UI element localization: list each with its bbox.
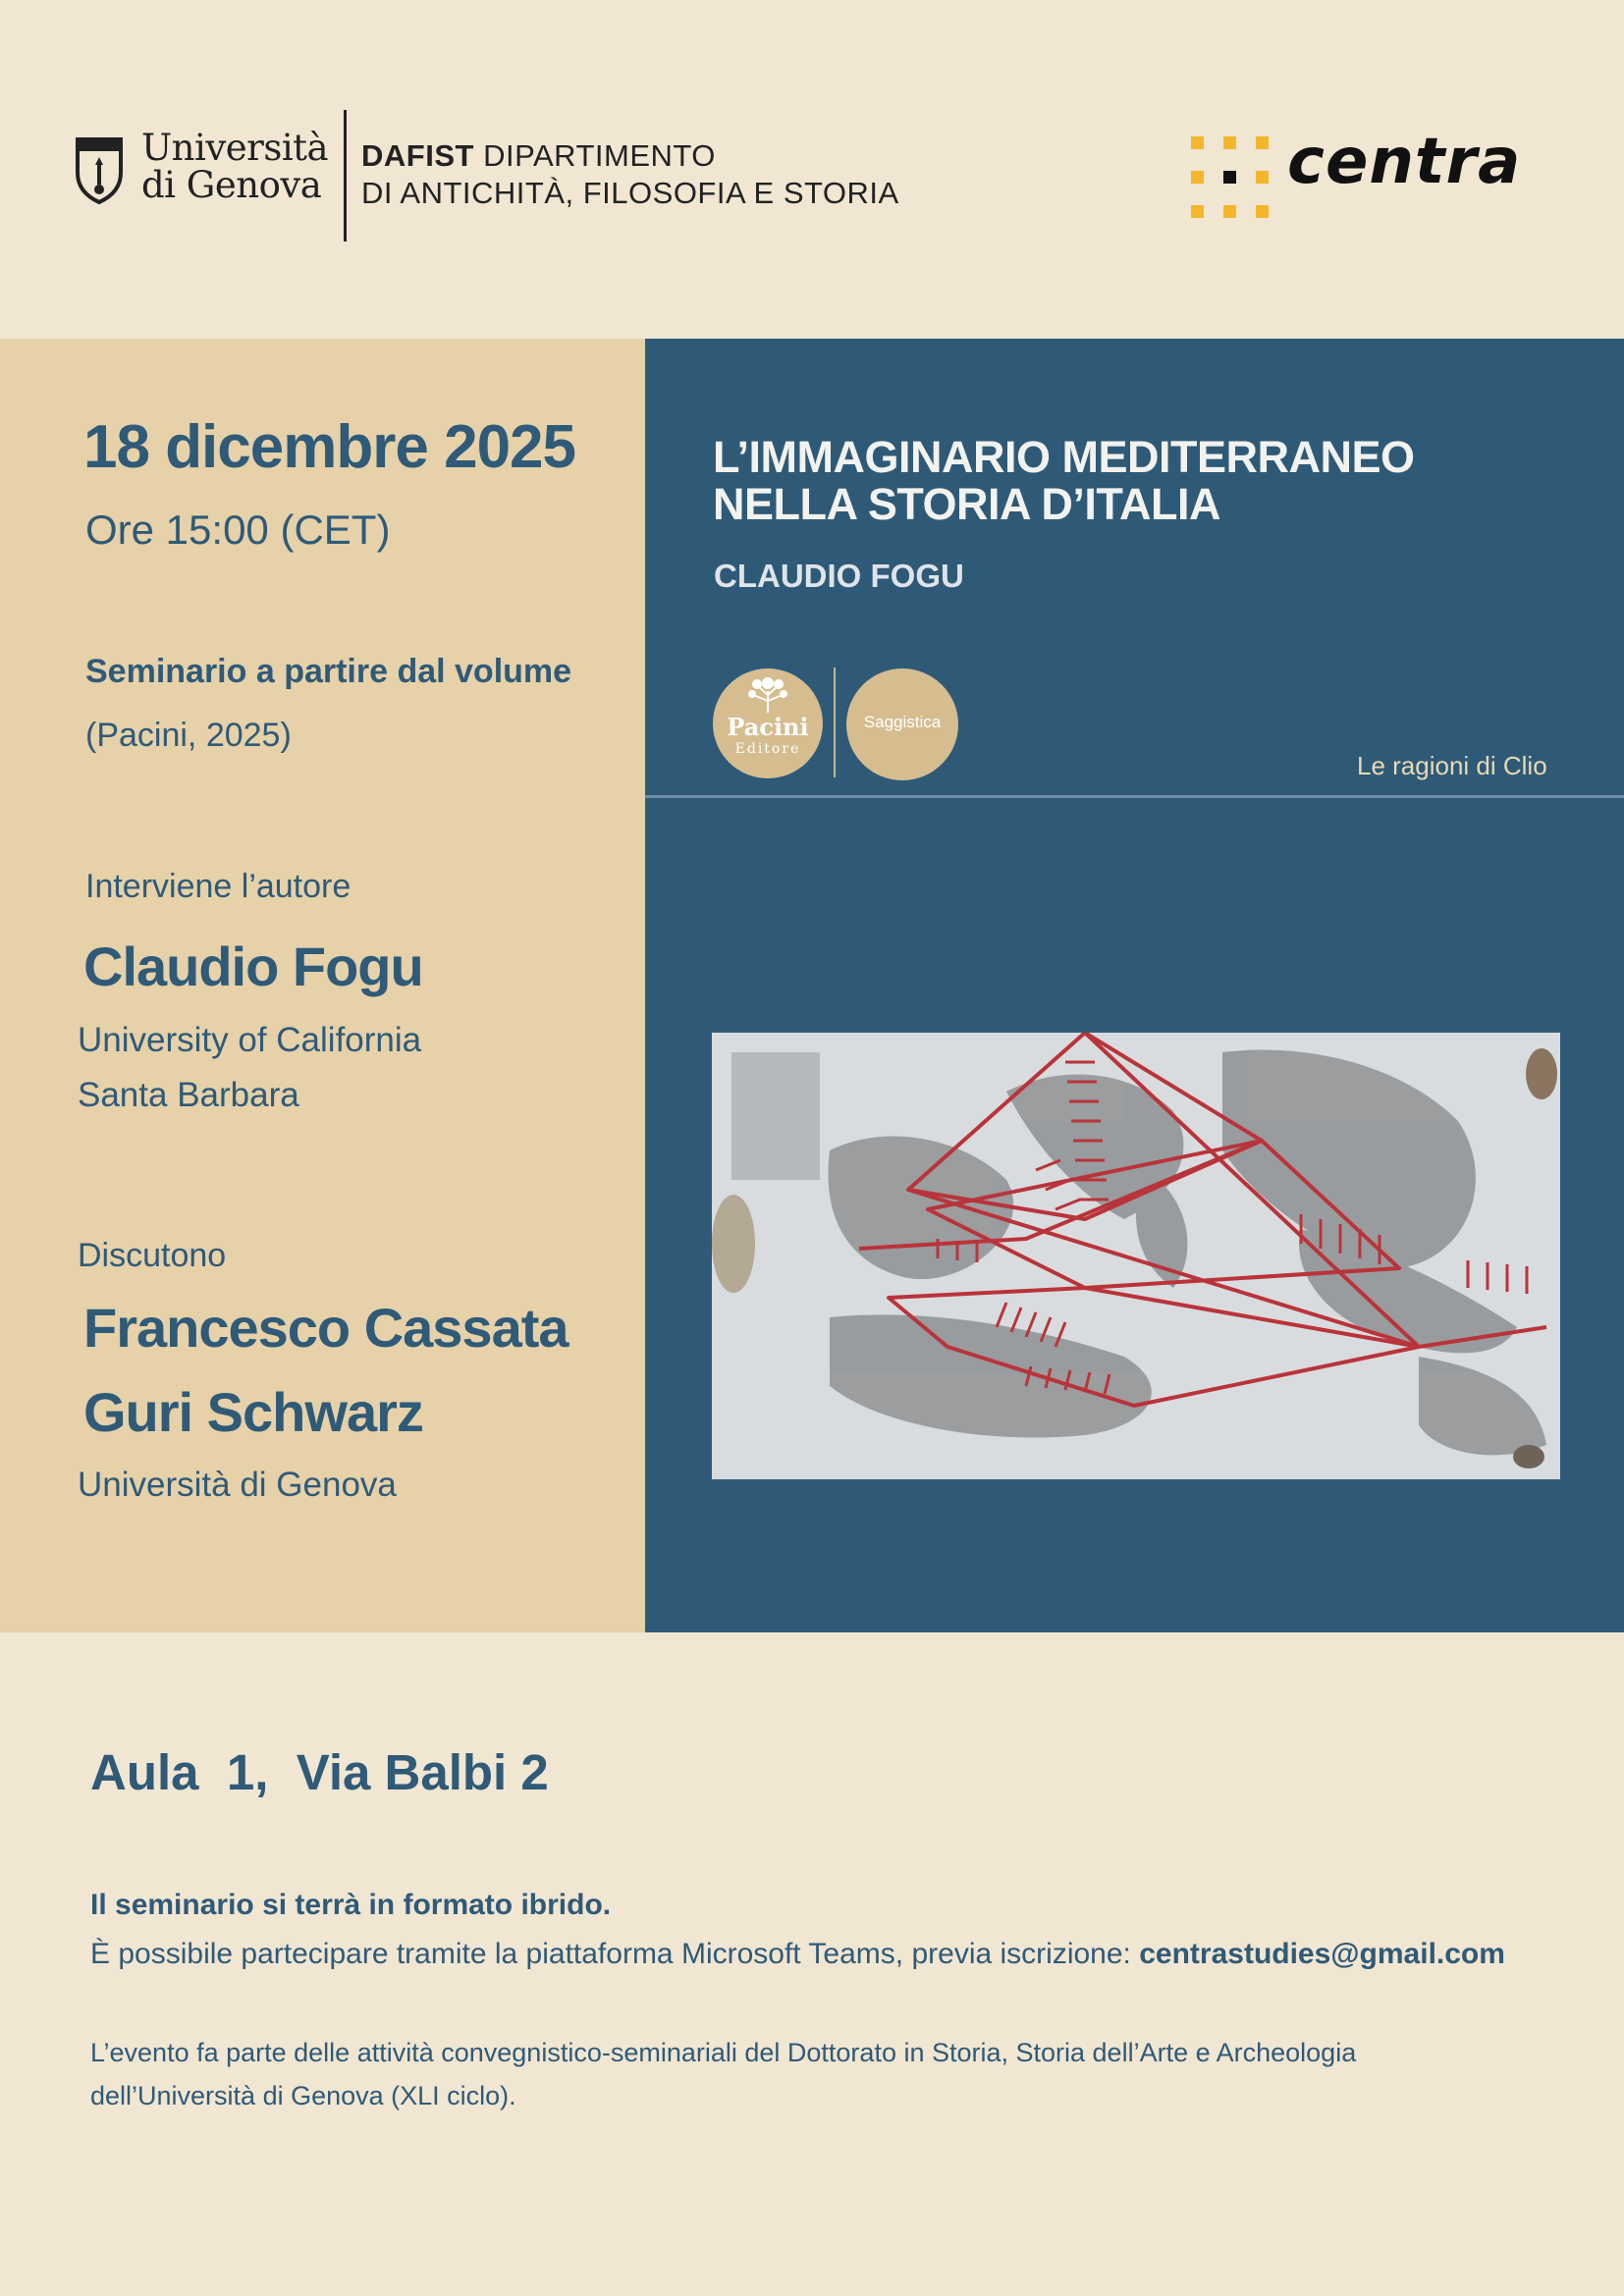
department-name xyxy=(361,137,899,212)
event-time: Ore 15:00 (CET) xyxy=(85,507,391,553)
university-name-line1: Università xyxy=(141,127,329,169)
discussants-label: Discutono xyxy=(78,1237,227,1274)
centra-dots-icon xyxy=(1191,136,1270,219)
publisher-year: (Pacini, 2025) xyxy=(85,717,292,754)
book-title-line1: L’IMMAGINARIO MEDITERRANEO xyxy=(713,432,1415,482)
speaker-name: Claudio Fogu xyxy=(83,935,423,997)
cover-logo-divider xyxy=(834,667,836,777)
centra-logo-text: centra xyxy=(1287,126,1522,198)
discussant-2: Guri Schwarz xyxy=(83,1381,423,1443)
phd-note-line1: L’evento fa parte delle attività convegnistico-seminariali del Dottorato in Storia, Storia dell’Arte e Archeologia xyxy=(90,2038,1357,2067)
discussants-affiliation: Università di Genova xyxy=(78,1466,397,1504)
tree-icon xyxy=(745,677,790,713)
department-line1: DIPARTIMENTO xyxy=(483,138,716,173)
seminar-label: Seminario a partire dal volume xyxy=(85,653,572,690)
event-date: 18 dicembre 2025 xyxy=(83,413,576,481)
book-title-line2: NELLA STORIA D’ITALIA xyxy=(713,479,1220,529)
teams-note xyxy=(90,1938,1505,1971)
department-line2: DI ANTICHITÀ, FILOSOFIA E STORIA xyxy=(361,176,899,210)
teams-note-text: È possibile partecipare tramite la piattaforma Microsoft Teams, previa iscrizione: xyxy=(90,1938,1131,1970)
phd-note-line2: dell’Università di Genova (XLI ciclo). xyxy=(90,2081,516,2110)
university-name-line2: di Genova xyxy=(141,164,322,206)
university-shield-icon xyxy=(75,135,124,204)
discussant-1: Francesco Cassata xyxy=(83,1297,568,1359)
series-name: Le ragioni di Clio xyxy=(1357,751,1547,780)
speaker-affiliation-line1: University of California xyxy=(78,1021,422,1059)
venue: Aula 1, Via Balbi 2 xyxy=(90,1744,549,1800)
speaker-intro: Interviene l’autore xyxy=(85,868,352,905)
university-name xyxy=(141,127,329,206)
mediterranean-map-artwork xyxy=(712,1033,1560,1479)
hybrid-note: Il seminario si terrà in formato ibrido. xyxy=(90,1889,612,1921)
cover-divider-line xyxy=(645,795,1624,798)
header-divider xyxy=(344,110,347,241)
publisher-logo-text: Pacini xyxy=(727,713,809,741)
registration-email: centrastudies@gmail.com xyxy=(1139,1938,1505,1970)
speaker-affiliation-line2: Santa Barbara xyxy=(78,1076,299,1114)
book-author: CLAUDIO FOGU xyxy=(714,558,964,594)
publisher-logo-subtext: Editore xyxy=(734,741,801,757)
department-acronym: DAFIST xyxy=(361,138,474,173)
book-title xyxy=(713,434,1415,528)
collection-name: Saggistica xyxy=(863,713,942,731)
